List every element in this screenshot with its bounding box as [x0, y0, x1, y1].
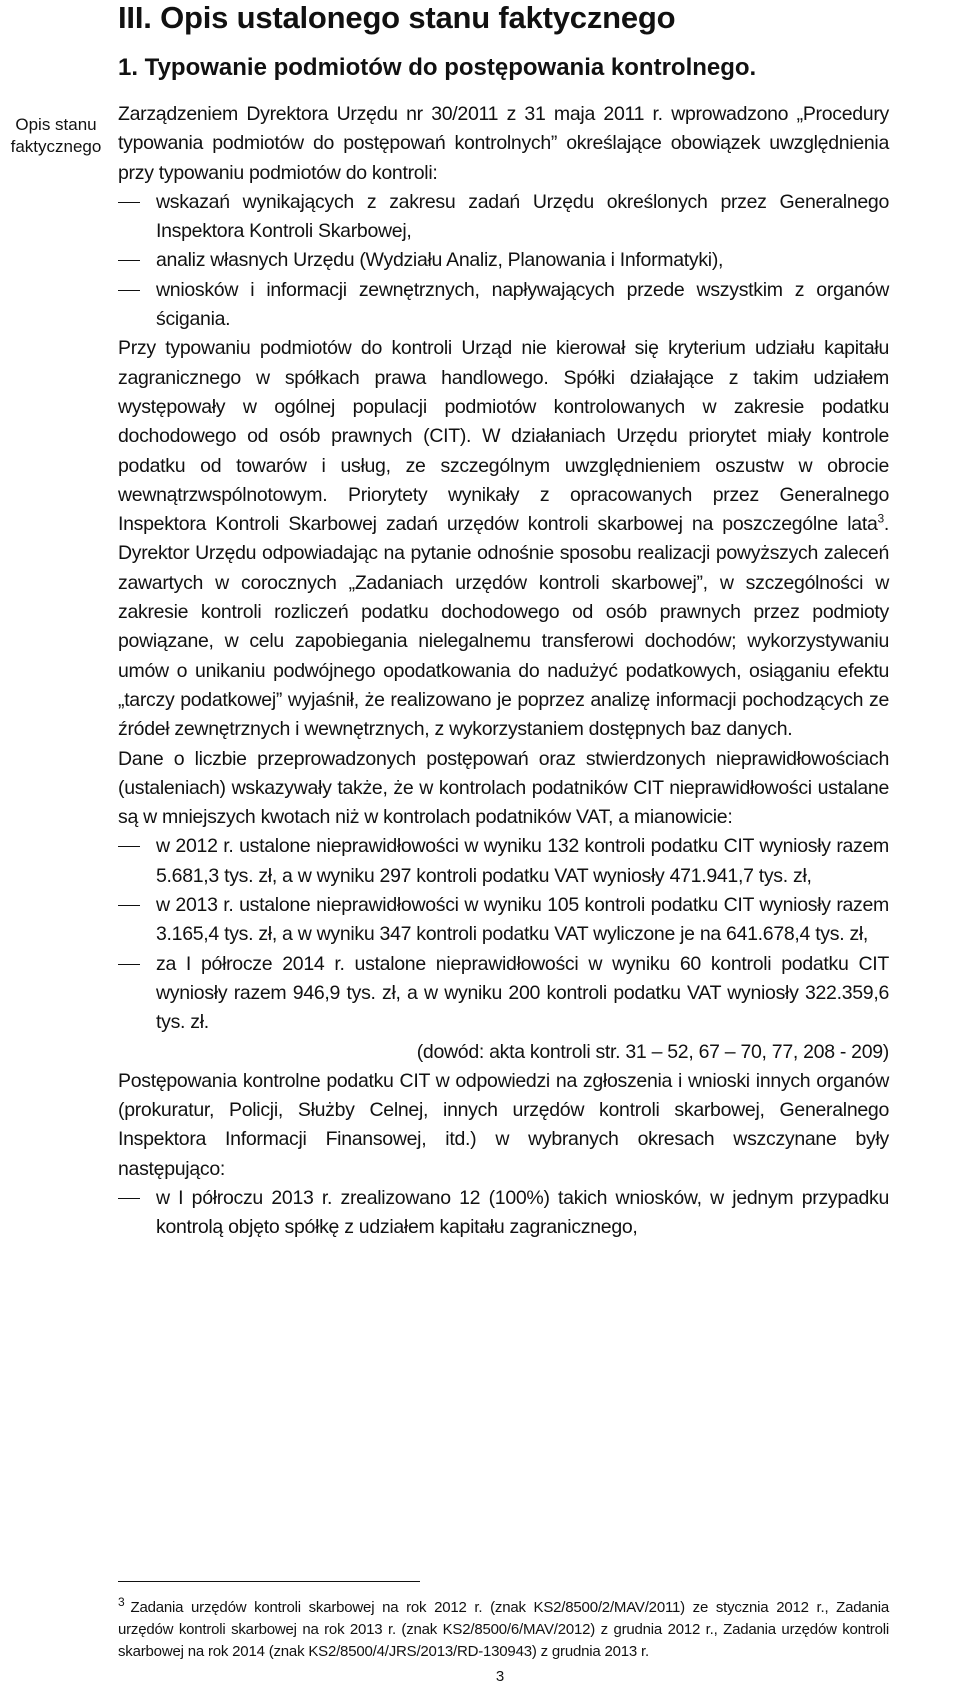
proceedings-list	[118, 1184, 889, 1243]
section-heading: III. Opis ustalonego stanu faktycznego	[118, 0, 676, 35]
criteria-list	[118, 188, 889, 334]
dash-bullet-icon	[118, 1198, 140, 1199]
proceedings-paragraph: Postępowania kontrolne podatku CIT w odpowiedzi na zgłoszenia i wnioski innych organów (prokuratur, Policji, Służby Celnej, innych urzędów kontroli skarbowej, Generalnego Inspektora Informacji Finansowej, itd.) w wybranych okresach wszczynane były następująco:	[118, 1069, 889, 1180]
list-item: w I półroczu 2013 r. zrealizowano 12 (100%) takich wniosków, w jednym przypadku kontrolą objęto spółkę z udziałem kapitału zagranicznego,	[118, 1184, 889, 1243]
list-item: w 2013 r. ustalone nieprawidłowości w wyniku 105 kontroli podatku CIT wyniosły razem 3.165,4 tys. zł, a w wyniku 347 kontroli podatku VAT wyliczone je na 641.678,4 tys. zł,	[118, 891, 889, 950]
evidence-reference: (dowód: akta kontroli str. 31 – 52, 67 – 70, 77, 208 - 209)	[416, 1040, 889, 1063]
list-item: w 2012 r. ustalone nieprawidłowości w wyniku 132 kontroli podatku CIT wyniosły razem 5.681,3 tys. zł, a w wyniku 297 kontroli podatku VAT wyniosły 471.941,7 tys. zł,	[118, 832, 889, 891]
footnote	[118, 1597, 889, 1663]
list-item: za I półrocze 2014 r. ustalone nieprawidłowości w wyniku 60 kontroli podatku CIT wyniosły razem 946,9 tys. zł, a w wyniku 200 kontroli podatku VAT wyniosły 322.359,6 tys. zł.	[118, 950, 889, 1038]
dash-bullet-icon	[118, 964, 140, 965]
irregularities-list	[118, 832, 889, 1037]
footnote-reference[interactable]: 3	[877, 511, 884, 526]
dash-bullet-icon	[118, 905, 140, 906]
margin-note: Opis stanu faktycznego	[10, 115, 102, 156]
typing-paragraph: Przy typowaniu podmiotów do kontroli Urząd nie kierował się kryterium udziału kapitału zagranicznego w spółkach prawa handlowego. Spółki działające z takim udziałem występowały w ogólnej populacji podmiotów kontrolowanych w zakresie podatku dochodowego od osób prawnych (CIT). W działaniach Urzędu priorytet miały kontrole podatku od towarów i usług, ze szczególnym uwzględnieniem oszustw w obrocie wewnątrzwspólnotowym. Priorytety wynikały z opracowanych przez Generalnego Inspektora Kontroli Skarbowej zadań urzędów kontroli skarbowej na poszczególne lata$^3$. Dyrektor Urzędu odpowiadając na pytanie odnośnie sposobu realizacji powyższych zaleceń zawartych w corocznych „Zadaniach urzędów kontroli skarbowej”, w szczególności w zakresie kontroli rozliczeń podatku dochodowego od osób prawnych przez podmioty powiązane, w celu zapobiegania nielegalnemu transferowi dochodów; wykorzystywaniu umów o unikaniu podwójnego opodatkowania do nadużyć podatkowych, osiąganiu efektu „tarczy podatkowej” wyjaśnił, że realizowano je poprzez analizę informacji pochodzących ze źródeł zewnętrznych i wewnętrznych, z wykorzystaniem dostępnych baz danych.	[118, 337, 889, 741]
footnote-text: Zadania urzędów kontroli skarbowej na rok 2012 r. (znak KS2/8500/2/MAV/2011) ze stycznia 2012 r., Zadania urzędów kontroli skarbowej na rok 2013 r. (znak KS2/8500/6/MAV/2012) z grudnia 2012 r., Zadania urzędów kontroli skarbowej na rok 2014 (znak KS2/8500/4/JRS/2013/RD-130943) z grudnia 2013 r.	[118, 1599, 889, 1660]
data-paragraph: Dane o liczbie przeprowadzonych postępowań oraz stwierdzonych nieprawidłowościach (ustaleniach) wskazywały także, że w kontrolach podatników CIT nieprawidłowości ustalane są w mniejszych kwotach niż w kontrolach podatników VAT, a mianowicie:	[118, 747, 889, 829]
page-number: 3	[495, 1668, 505, 1685]
subsection-heading: 1. Typowanie podmiotów do postępowania kontrolnego.	[118, 54, 757, 81]
body-text	[118, 100, 889, 1243]
list-item: analiz własnych Urzędu (Wydziału Analiz, Planowania i Informatyki),	[118, 246, 889, 275]
dash-bullet-icon	[118, 290, 140, 291]
footnote-number: 3	[118, 1595, 125, 1609]
list-item: wniosków i informacji zewnętrznych, napływających przede wszystkim z organów ścigania.	[118, 276, 889, 335]
dash-bullet-icon	[118, 202, 140, 203]
dash-bullet-icon	[118, 846, 140, 847]
intro-paragraph: Zarządzeniem Dyrektora Urzędu nr 30/2011 z 31 maja 2011 r. wprowadzono „Procedury typowania podmiotów do postępowań kontrolnych” określające obowiązek uwzględnienia przy typowaniu podmiotów do kontroli:	[118, 103, 889, 184]
dash-bullet-icon	[118, 260, 140, 261]
footnote-separator	[118, 1581, 420, 1582]
list-item: wskazań wynikających z zakresu zadań Urzędu określonych przez Generalnego Inspektora Kontroli Skarbowej,	[118, 188, 889, 247]
